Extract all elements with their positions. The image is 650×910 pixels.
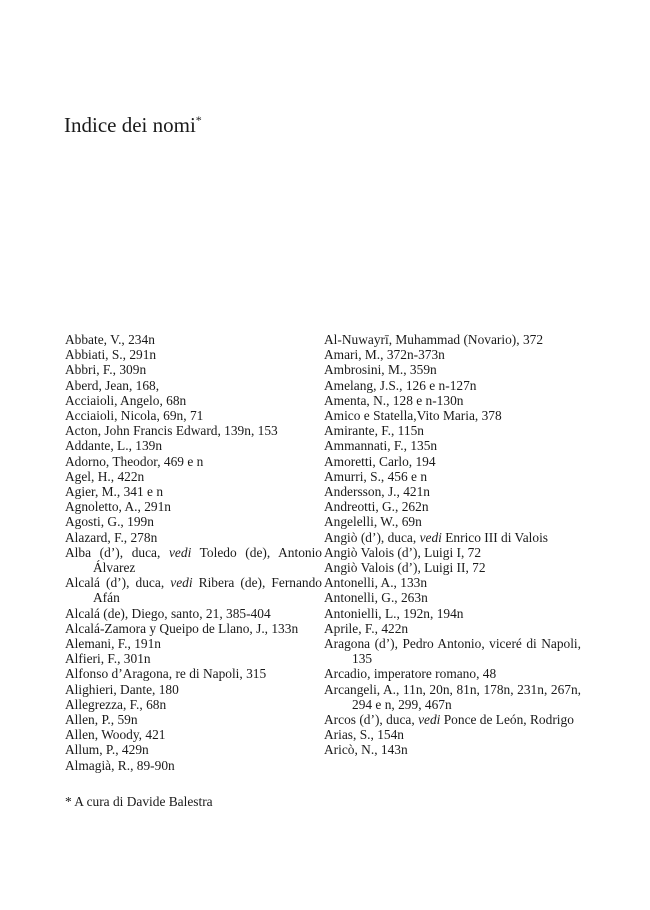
index-entry: Alfonso d’Aragona, re di Napoli, 315 xyxy=(65,666,267,682)
index-entry: Agier, M., 341 e n xyxy=(65,484,164,500)
index-entry: Aberd, Jean, 168, xyxy=(65,377,160,393)
index-entry xyxy=(65,545,322,575)
index-entry: Allen, Woody, 421 xyxy=(65,727,166,743)
index-entry-name: Alcalá (d’), duca, xyxy=(65,575,171,591)
footnote-mark: * xyxy=(195,113,202,127)
index-entry xyxy=(324,712,581,727)
index-entry: Amurri, S., 456 e n xyxy=(324,468,428,484)
index-column-right xyxy=(324,332,581,758)
index-entry-name: Alba (d’), duca, xyxy=(65,544,169,560)
index-entry: Ammannati, F., 135n xyxy=(324,438,438,454)
index-entry-crossref: vedi xyxy=(419,529,442,545)
index-entry: Antonelli, G., 263n xyxy=(324,590,428,606)
index-entry: Alfieri, F., 301n xyxy=(65,651,151,667)
index-entry: Amico e Statella,Vito Maria, 378 xyxy=(324,408,502,424)
index-entry-crossref: vedi xyxy=(168,544,192,560)
index-entry: Amari, M., 372n-373n xyxy=(324,347,445,363)
index-entry: Alcalá-Zamora y Queipo de Llano, J., 133n xyxy=(65,620,299,636)
index-entry xyxy=(65,575,322,605)
index-entry: Amelang, J.S., 126 e n-127n xyxy=(324,377,477,393)
index-entry: Allum, P., 429n xyxy=(65,742,149,758)
index-entry: Aragona (d’), Pedro Antonio, viceré di Napoli, 135 xyxy=(324,636,581,667)
index-entry: Agosti, G., 199n xyxy=(65,514,154,530)
index-entry: Allegrezza, F., 68n xyxy=(65,696,167,712)
index-entry-name: Angiò (d’), duca, xyxy=(324,529,420,545)
index-entry: Acton, John Francis Edward, 139n, 153 xyxy=(65,423,278,439)
index-entry: Angelelli, W., 69n xyxy=(324,514,422,530)
page-title xyxy=(64,113,202,138)
index-entry: Acciaioli, Nicola, 69n, 71 xyxy=(65,408,204,424)
index-entry-target: Enrico III di Valois xyxy=(441,529,549,545)
index-entry-name: Arcos (d’), duca, xyxy=(324,712,419,728)
index-entry: Antonielli, L., 192n, 194n xyxy=(324,605,464,621)
index-entry-target: Ribera (de), Fernando Afán xyxy=(93,575,322,606)
index-entry: Allen, P., 59n xyxy=(65,712,138,728)
index-entry-crossref: vedi xyxy=(170,575,193,591)
index-entry: Al-Nuwayrī, Muhammad (Novario), 372 xyxy=(324,332,544,347)
index-entry: Agel, H., 422n xyxy=(65,468,145,484)
index-entry: Arcangeli, A., 11n, 20n, 81n, 178n, 231n, 267n, 294 e n, 299, 467n xyxy=(324,681,581,712)
index-entry: Addante, L., 139n xyxy=(65,438,163,454)
index-entry: Andreotti, G., 262n xyxy=(324,499,429,515)
index-entry: Agnoletto, A., 291n xyxy=(65,499,172,515)
index-entry: Amirante, F., 115n xyxy=(324,423,424,439)
index-entry: Alcalá (de), Diego, santo, 21, 385-404 xyxy=(65,605,271,621)
index-entry: Aprile, F., 422n xyxy=(324,620,409,636)
index-entry: Adorno, Theodor, 469 e n xyxy=(65,453,204,469)
footnote: * A cura di Davide Balestra xyxy=(65,794,213,809)
index-entry: Abbiati, S., 291n xyxy=(65,347,157,363)
index-entry: Arcadio, imperatore romano, 48 xyxy=(324,666,497,682)
index-entry: Antonelli, A., 133n xyxy=(324,575,428,591)
index-entry: Alighieri, Dante, 180 xyxy=(65,681,179,697)
index-entry xyxy=(324,530,581,545)
index-entry: Abbate, V., 234n xyxy=(65,332,155,347)
index-entry: Ambrosini, M., 359n xyxy=(324,362,437,378)
index-entry-crossref: vedi xyxy=(418,712,441,728)
index-entry-target: Toledo (de), Antonio Álvarez xyxy=(93,544,323,576)
index-entry: Almagià, R., 89-90n xyxy=(65,757,175,773)
index-entry: Amoretti, Carlo, 194 xyxy=(324,453,436,469)
index-entry: Acciaioli, Angelo, 68n xyxy=(65,392,187,408)
index-entry: Arias, S., 154n xyxy=(324,727,404,743)
index-entry: Angiò Valois (d’), Luigi I, 72 xyxy=(324,544,482,560)
index-entry: Amenta, N., 128 e n-130n xyxy=(324,392,464,408)
page-title-text: Indice dei nomi xyxy=(64,113,196,137)
index-entry-target: Ponce de León, Rodrigo xyxy=(440,712,574,728)
index-entry: Alemani, F., 191n xyxy=(65,636,162,652)
index-entry: Abbri, F., 309n xyxy=(65,362,147,378)
index-entry: Angiò Valois (d’), Luigi II, 72 xyxy=(324,560,486,576)
index-entry: Andersson, J., 421n xyxy=(324,484,431,500)
index-entry: Aricò, N., 143n xyxy=(324,742,408,758)
index-entry: Alazard, F., 278n xyxy=(65,529,158,545)
index-column-left xyxy=(65,332,322,773)
